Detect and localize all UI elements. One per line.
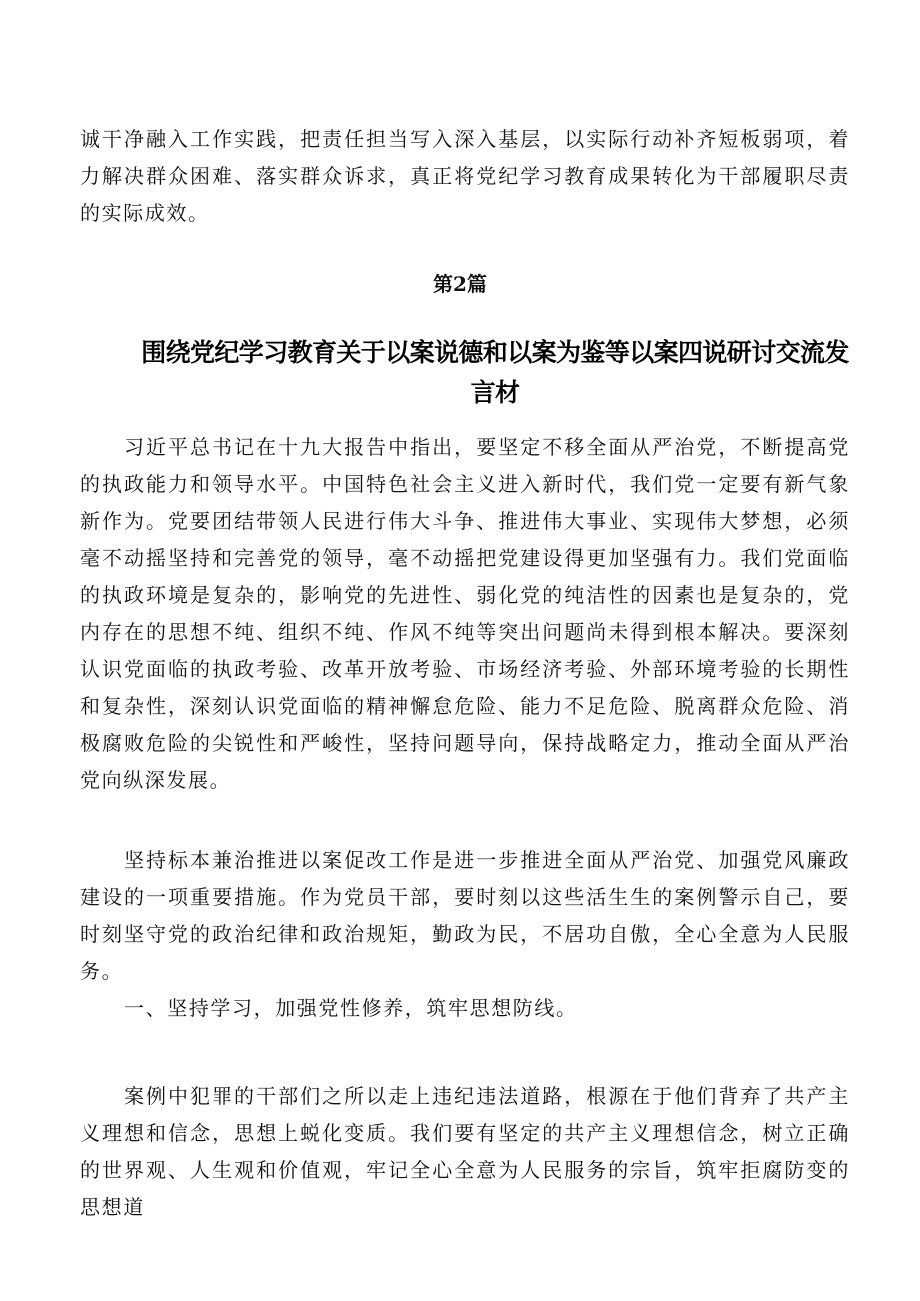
section-heading-1: 一、坚持学习，加强党性修养，筑牢思想防线。 [124,996,578,1020]
body-paragraph-3: 案例中犯罪的干部们之所以走上违纪违法道路，根源在于他们背弃了共产主义理想和信念，思想上蜕化变质。我们要有坚定的共产主义理想信念，树立正确的世界观、人生观和价值观，牢记全心全意为人民服务的宗旨，筑牢拒腐防变的思想道 [80,1084,850,1219]
body-paragraph-1: 习近平总书记在十九大报告中指出，要坚定不移全面从严治党，不断提高党的执政能力和领导水平。中国特色社会主义进入新时代，我们党一定要有新气象新作为。党要团结带领人民进行伟大斗争、推进伟大事业、实现伟大梦想，必须毫不动摇坚持和完善党的领导，毫不动摇把党建设得更加坚强有力。我们党面临的执政环境是复杂的，影响党的先进性、弱化党的纯洁性的因素也是复杂的，党内存在的思想不纯、组织不纯、作风不纯等突出问题尚未得到根本解决。要深刻认识党面临的执政考验、改革开放考验、市场经济考验、外部环境考验的长期性和复杂性，深刻认识党面临的精神懈怠危险、能力不足危险、脱离群众危险、消极腐败危险的尖锐性和严峻性，坚持问题导向，保持战略定力，推动全面从严治党向纵深发展。 [80,435,850,792]
continued-paragraph: 诚干净融入工作实践，把责任担当写入深入基层，以实际行动补齐短板弱项，着力解决群众困难、落实群众诉求，真正将党纪学习教育成果转化为干部履职尽责的实际成效。 [80,127,850,225]
body-paragraph-2: 坚持标本兼治推进以案促改工作是进一步推进全面从严治党、加强党风廉政建设的一项重要措施。作为党员干部，要时刻以这些活生生的案例警示自己，要时刻坚守党的政治纪律和政治规矩，勤政为民，不居功自傲，全心全意为人民服务。 [80,848,850,983]
document-title: 围绕党纪学习教育关于以案说德和以案为鉴等以案四说研讨交流发言材 [141,338,849,407]
section-number: 第2篇 [433,272,487,296]
